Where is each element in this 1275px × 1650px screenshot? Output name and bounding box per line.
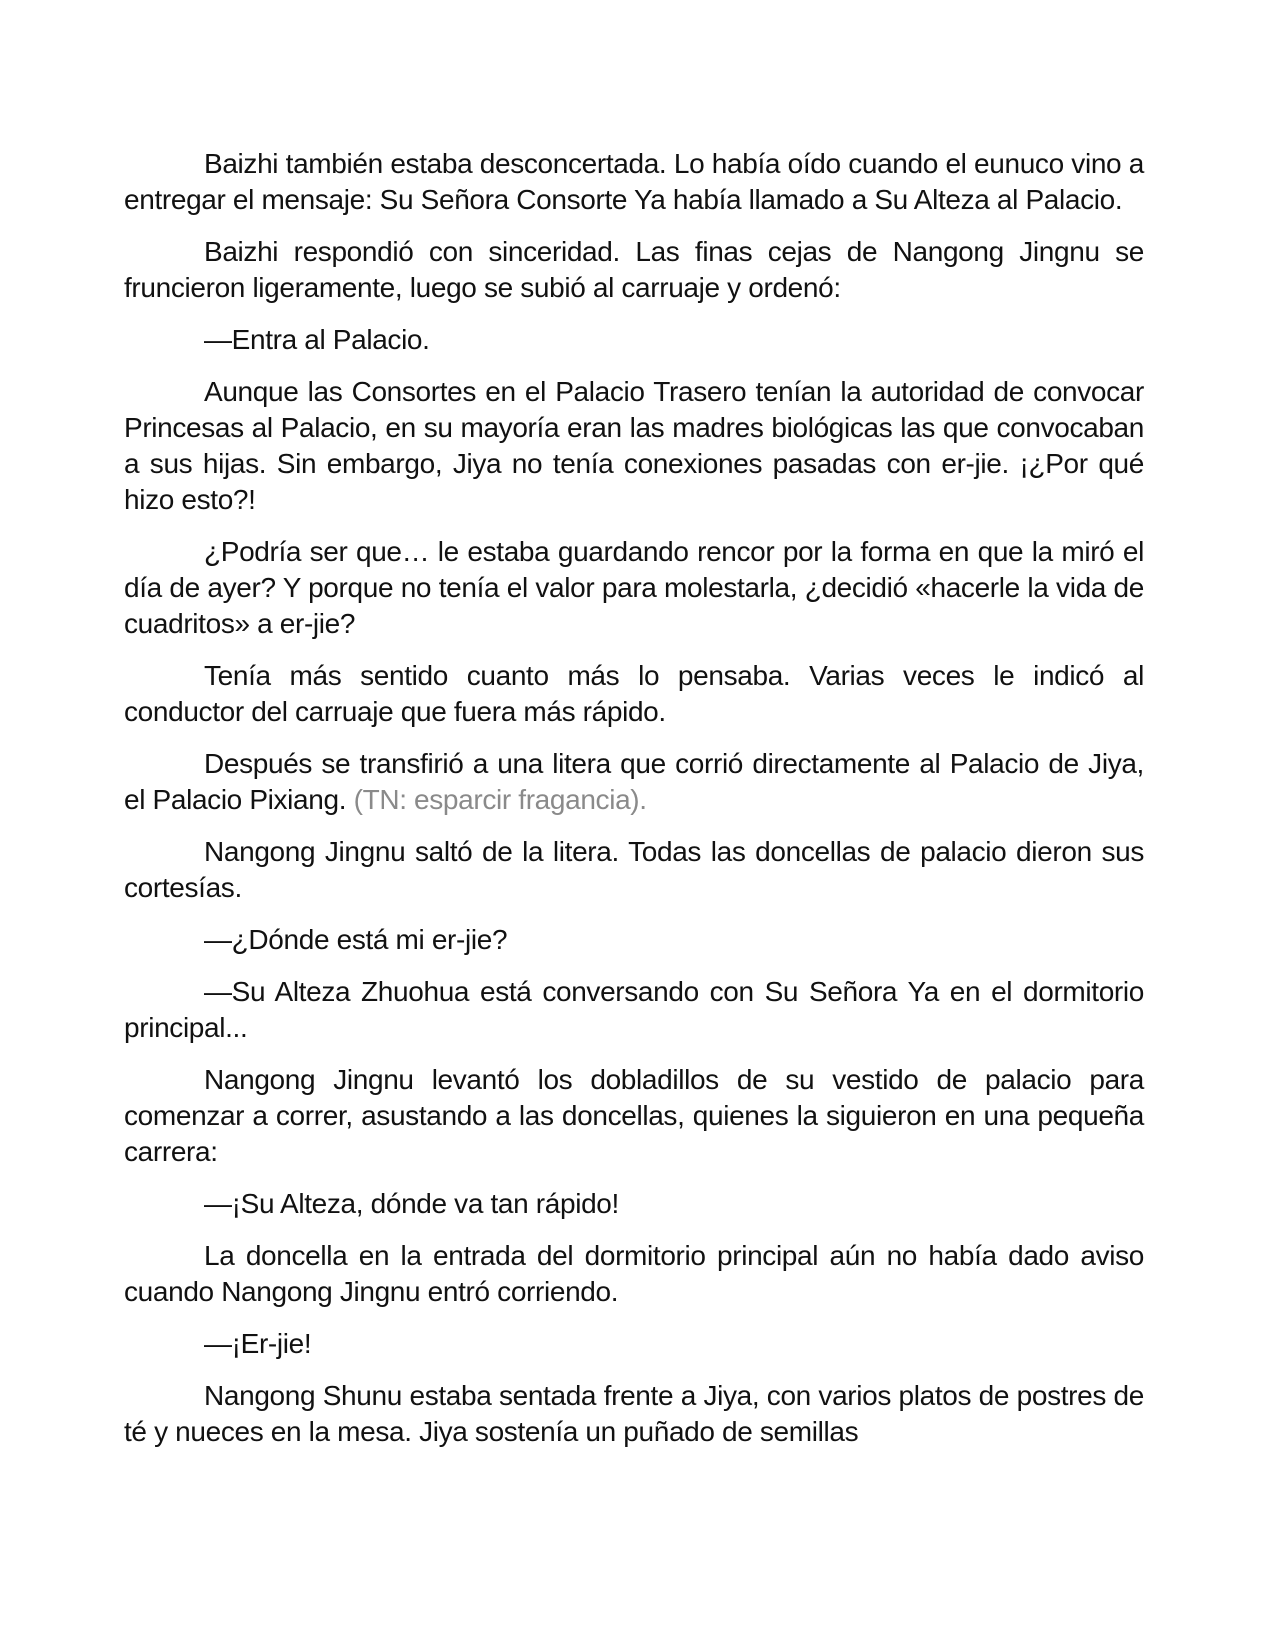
paragraph-text: Aunque las Consortes en el Palacio Trasero tenían la autoridad de convocar Princesas al Palacio, en su mayoría eran las madres biológicas las que convocaban a sus hijas. Sin embargo, Jiya no tenía conexiones pasadas con er-jie. ¡¿Por qué hizo esto?! [124,376,1144,515]
paragraph-7 [124,746,1144,818]
paragraph-text: —¡Er-jie! [204,1328,312,1359]
paragraph-3 [124,322,1144,358]
paragraph-text: —¡Su Alteza, dónde va tan rápido! [204,1188,619,1219]
paragraph-6 [124,658,1144,730]
paragraph-text: ¿Podría ser que… le estaba guardando rencor por la forma en que la miró el día de ayer? Y porque no tenía el valor para molestarla, ¿decidió «hacerle la vida de cuadritos» a er-jie? [124,536,1144,639]
document-page [124,146,1144,1466]
paragraph-4 [124,374,1144,518]
paragraph-1 [124,146,1144,218]
translator-note: (TN: esparcir fragancia). [353,784,647,815]
paragraph-5 [124,534,1144,642]
paragraph-text: —Su Alteza Zhuohua está conversando con Su Señora Ya en el dormitorio principal... [124,976,1144,1043]
paragraph-12 [124,1186,1144,1222]
paragraph-2 [124,234,1144,306]
paragraph-text: Nangong Jingnu levantó los dobladillos de su vestido de palacio para comenzar a correr, asustando a las doncellas, quienes la siguieron en una pequeña carrera: [124,1064,1144,1167]
paragraph-10 [124,974,1144,1046]
paragraph-13 [124,1238,1144,1310]
paragraph-9 [124,922,1144,958]
paragraph-text: —¿Dónde está mi er-jie? [204,924,508,955]
paragraph-15 [124,1378,1144,1450]
paragraph-11 [124,1062,1144,1170]
paragraph-text: La doncella en la entrada del dormitorio principal aún no había dado aviso cuando Nangong Jingnu entró corriendo. [124,1240,1144,1307]
paragraph-8 [124,834,1144,906]
paragraph-text: Baizhi también estaba desconcertada. Lo había oído cuando el eunuco vino a entregar el mensaje: Su Señora Consorte Ya había llamado a Su Alteza al Palacio. [124,148,1144,215]
paragraph-text: Después se transfirió a una litera que corrió directamente al Palacio de Jiya, el Palacio Pixiang. [124,748,1144,815]
paragraph-text: Nangong Shunu estaba sentada frente a Jiya, con varios platos de postres de té y nueces en la mesa. Jiya sostenía un puñado de semillas [124,1380,1144,1447]
paragraph-14 [124,1326,1144,1362]
paragraph-text: Tenía más sentido cuanto más lo pensaba. Varias veces le indicó al conductor del carruaje que fuera más rápido. [124,660,1144,727]
paragraph-text: Nangong Jingnu saltó de la litera. Todas las doncellas de palacio dieron sus cortesías. [124,836,1144,903]
paragraph-text: Baizhi respondió con sinceridad. Las finas cejas de Nangong Jingnu se fruncieron ligeramente, luego se subió al carruaje y ordenó: [124,236,1144,303]
paragraph-text: —Entra al Palacio. [204,324,430,355]
